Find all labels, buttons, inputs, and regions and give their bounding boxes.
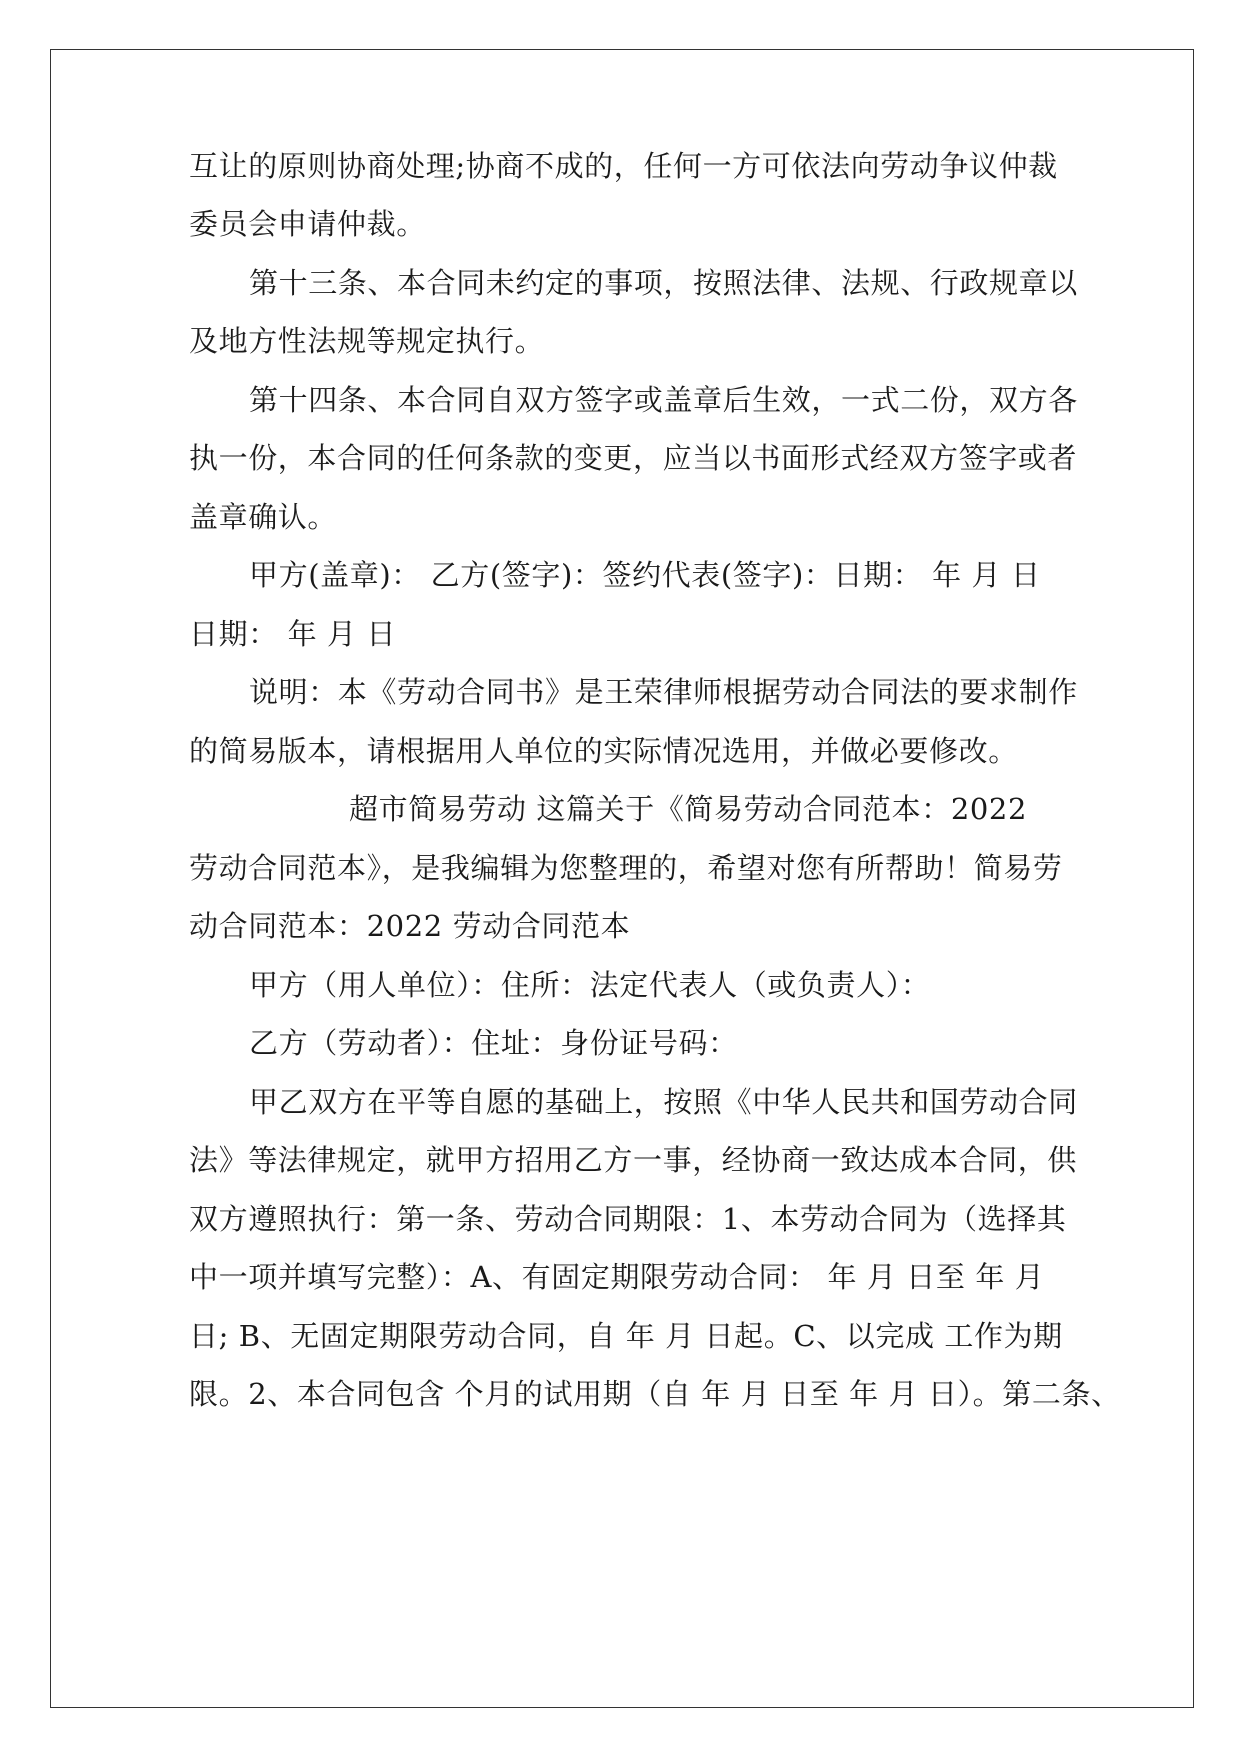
- text-line: 执一份，本合同的任何条款的变更，应当以书面形式经双方签字或者: [189, 441, 1078, 475]
- text-line: 限。2、本合同包含 个月的试用期（自 年 月 日至 年 月 日）。第二条、: [189, 1377, 1121, 1411]
- party-a-line: 甲方（用人单位）：住所：法定代表人（或负责人）：: [249, 968, 931, 1002]
- text-line: 日; B、无固定期限劳动合同，自 年 月 日起。C、以完成 工作为期: [189, 1319, 1063, 1353]
- text-line: 第十三条、本合同未约定的事项，按照法律、法规、行政规章以: [249, 266, 1078, 300]
- text-line: 劳动合同范本》，是我编辑为您整理的，希望对您有所帮助！简易劳: [189, 851, 1063, 885]
- text-line: 中一项并填写完整）：A、有固定期限劳动合同： 年 月 日至 年 月: [189, 1260, 1045, 1294]
- heading-line: 超市简易劳动 这篇关于《简易劳动合同范本：2022: [349, 792, 1028, 826]
- text-line: 双方遵照执行：第一条、劳动合同期限：1、本劳动合同为（选择其: [189, 1202, 1067, 1236]
- text-line: 的简易版本，请根据用人单位的实际情况选用，并做必要修改。: [189, 734, 1018, 768]
- text-line: 盖章确认。: [189, 500, 338, 534]
- text-line: 互让的原则协商处理;协商不成的，任何一方可依法向劳动争议仲裁: [189, 149, 1058, 183]
- party-b-line: 乙方（劳动者）：住址：身份证号码：: [249, 1026, 738, 1060]
- text-line: 动合同范本：2022 劳动合同范本: [189, 909, 631, 943]
- text-line: 说明：本《劳动合同书》是王荣律师根据劳动合同法的要求制作: [249, 675, 1078, 709]
- text-line: 第十四条、本合同自双方签字或盖章后生效，一式二份，双方各: [249, 383, 1078, 417]
- text-line: 委员会申请仲裁。: [189, 207, 426, 241]
- text-line: 及地方性法规等规定执行。: [189, 324, 545, 358]
- signature-line: 甲方(盖章)： 乙方(签字)：签约代表(签字)：日期： 年 月 日: [249, 558, 1041, 592]
- date-line: 日期： 年 月 日: [189, 617, 397, 651]
- text-line: 甲乙双方在平等自愿的基础上，按照《中华人民共和国劳动合同: [249, 1085, 1078, 1119]
- text-line: 法》等法律规定，就甲方招用乙方一事，经协商一致达成本合同，供: [189, 1143, 1078, 1177]
